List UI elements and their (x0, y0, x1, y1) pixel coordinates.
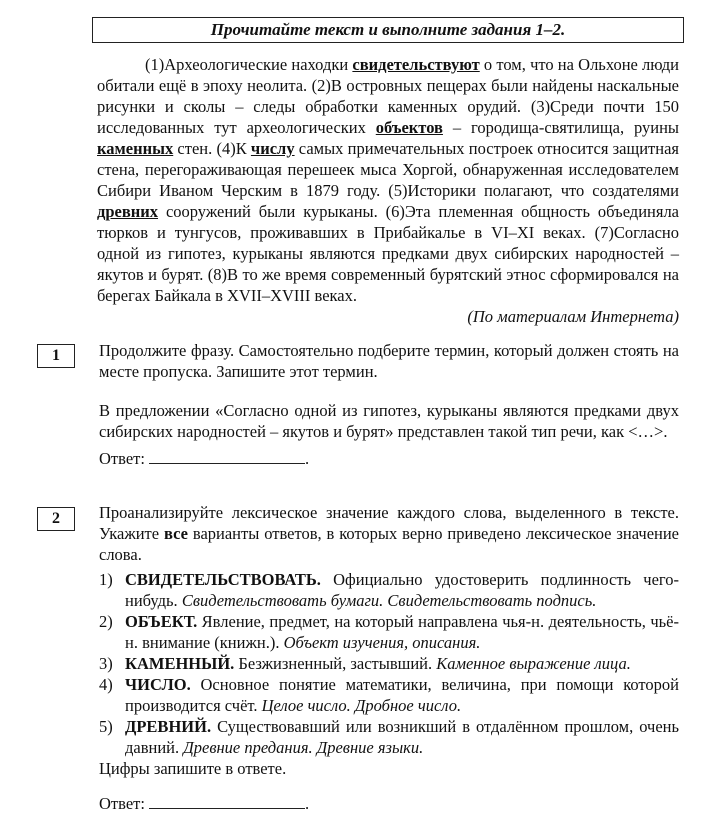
task-1: Продолжите фразу. Самостоятельно подберите термин, который должен стоять на месте пропуска. Запишите этот термин. В предложении «Согласно одной из гипотез, курыканы являются предками двух сибирских народностей – якутов и бурят» представлен такой тип речи, как <…>. Ответ: . (99, 341, 679, 468)
section-header: Прочитайте текст и выполните задания 1–2. (92, 17, 684, 43)
task-2-answer-label: Ответ: (99, 794, 145, 813)
task-2-footer: Цифры запишите в ответе. (99, 759, 287, 778)
task-2: Проанализируйте лексическое значение каждого слова, выделенного в тексте. Укажите все варианты ответов, в которых верно приведено лексическое значение слова. 1) СВИДЕТЕЛЬСТВОВАТЬ. Официально удостоверить подлинность чего-нибудь. Свидетельствовать бумаги. Свидетельствовать подпись. 2) ОБЪЕКТ. Явление, предмет, на который направлена чья-н. деятельность, чьё-н. внимание (книжн.). Объект изучения, описания. 3) КАМЕННЫЙ. Безжизненный, застывший. Каменное выражение лица. 4) ЧИСЛО. Основное понятие математики, величина, при помощи которой производится счёт. Целое число. Дробное число. 5) ДРЕВНИЙ. Существовавший или возникший в отдалённом прошлом, очень давний. Древние предания. Древние языки. Цифры запишите в ответе. Ответ: . (99, 503, 679, 813)
task-2-number: 2 (37, 507, 75, 531)
task-2-answer-field[interactable] (149, 794, 305, 809)
passage-source: (По материалам Интернета) (467, 307, 679, 326)
passage-text: (1)Археологические находки свидетельствуют о том, что на Ольхоне люди обитали ещё в эпоху неолита. (2)В островных пещерах были найдены наскальные рисунки и сколы – следы обработки каменных орудий. (3)Среди почти 150 исследованных тут археологических объектов – городища-святилища, руины каменных стен. (4)К числу самых примечательных построек относится защитная стена, перегораживающая перешеек мыса Хоргой, обнаруженная исследователем Сибири Иваном Черским в 1879 году. (5)Историки полагают, что создателями древних сооружений были курыканы. (6)Эта племенная общность объединяла тюрков и тунгусов, проживавших в Прибайкалье в VI–XI веках. (7)Согласно одной из гипотез, курыканы являются предками двух сибирских народностей – якутов и бурят. (8)В то же время современный бурятский этнос сформировался на берегах Байкала в XVII–XVIII веках. (97, 55, 679, 305)
list-item: 1) СВИДЕТЕЛЬСТВОВАТЬ. Официально удостоверить подлинность чего-нибудь. Свидетельствовать бумаги. Свидетельствовать подпись. (99, 570, 679, 610)
definition-list (99, 569, 679, 758)
task-2-emphasis: все (164, 524, 188, 543)
highlighted-word-2: объектов (375, 118, 443, 137)
list-item: 2) ОБЪЕКТ. Явление, предмет, на который направлена чья-н. деятельность, чьё-н. внимание (книжн.). Объект изучения, описания. (99, 612, 679, 652)
list-item: 3) КАМЕННЫЙ. Безжизненный, застывший. Каменное выражение лица. (99, 654, 631, 673)
highlighted-word-3: каменных (97, 139, 174, 158)
highlighted-word-1: свидетельствуют (352, 55, 480, 74)
list-item: 5) ДРЕВНИЙ. Существовавший или возникший в отдалённом прошлом, очень давний. Древние предания. Древние языки. (99, 717, 679, 757)
task-2-prompt: Проанализируйте лексическое значение каждого слова, выделенного в тексте. Укажите все варианты ответов, в которых верно приведено лексическое значение слова. (99, 503, 679, 564)
highlighted-word-5: древних (97, 202, 159, 221)
task-1-answer-field[interactable] (149, 449, 305, 464)
task-1-sentence: В предложении «Согласно одной из гипотез, курыканы являются предками двух сибирских народностей – якутов и бурят» представлен такой тип речи, как <…>. (99, 401, 679, 441)
task-1-answer-label: Ответ: (99, 449, 145, 468)
list-item: 4) ЧИСЛО. Основное понятие математики, величина, при помощи которой производится счёт. Целое число. Дробное число. (99, 675, 679, 715)
task-1-number: 1 (37, 344, 75, 368)
task-1-prompt: Продолжите фразу. Самостоятельно подберите термин, который должен стоять на месте пропуска. Запишите этот термин. (99, 341, 679, 381)
reading-passage (97, 54, 679, 327)
highlighted-word-4: числу (250, 139, 295, 158)
